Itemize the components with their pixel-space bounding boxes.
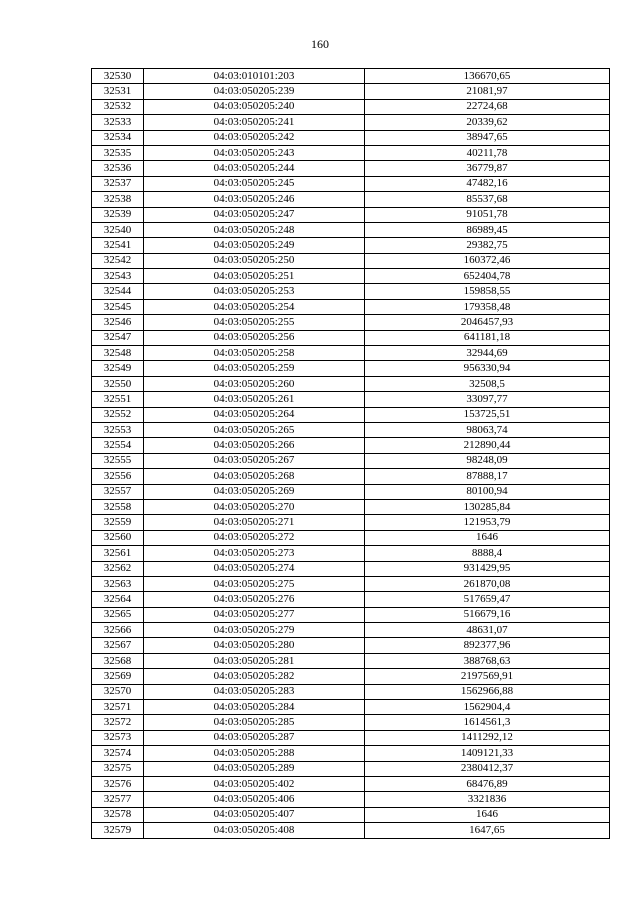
row-number-cell: 32558	[92, 499, 144, 514]
cadastral-number-cell: 04:03:050205:269	[144, 484, 365, 499]
row-number-cell: 32579	[92, 823, 144, 838]
cadastral-value-cell: 261870,08	[365, 576, 610, 591]
cadastral-value-cell: 159858,55	[365, 284, 610, 299]
cadastral-number-cell: 04:03:050205:265	[144, 422, 365, 437]
cadastral-number-cell: 04:03:050205:246	[144, 192, 365, 207]
table-row	[92, 407, 610, 422]
cadastral-value-cell: 931429,95	[365, 561, 610, 576]
cadastral-number-cell: 04:03:050205:274	[144, 561, 365, 576]
cadastral-value-cell: 3321836	[365, 792, 610, 807]
row-number-cell: 32555	[92, 453, 144, 468]
table-row	[92, 653, 610, 668]
table-row	[92, 99, 610, 114]
cadastral-value-cell: 22724,68	[365, 99, 610, 114]
cadastral-value-cell: 1646	[365, 530, 610, 545]
cadastral-value-table	[91, 68, 610, 839]
table-row	[92, 130, 610, 145]
cadastral-value-cell: 40211,78	[365, 145, 610, 160]
row-number-cell: 32573	[92, 730, 144, 745]
row-number-cell: 32556	[92, 469, 144, 484]
row-number-cell: 32561	[92, 546, 144, 561]
row-number-cell: 32549	[92, 361, 144, 376]
table-row	[92, 299, 610, 314]
row-number-cell: 32546	[92, 315, 144, 330]
row-number-cell: 32571	[92, 700, 144, 715]
row-number-cell: 32539	[92, 207, 144, 222]
cadastral-number-cell: 04:03:050205:288	[144, 746, 365, 761]
row-number-cell: 32541	[92, 238, 144, 253]
table-row	[92, 284, 610, 299]
row-number-cell: 32535	[92, 145, 144, 160]
table-row	[92, 684, 610, 699]
table-row	[92, 700, 610, 715]
cadastral-number-cell: 04:03:050205:267	[144, 453, 365, 468]
cadastral-number-cell: 04:03:050205:402	[144, 776, 365, 791]
row-number-cell: 32545	[92, 299, 144, 314]
cadastral-value-cell: 136670,65	[365, 69, 610, 84]
row-number-cell: 32542	[92, 253, 144, 268]
cadastral-value-cell: 48631,07	[365, 623, 610, 638]
table-row	[92, 469, 610, 484]
table-row	[92, 592, 610, 607]
row-number-cell: 32578	[92, 807, 144, 822]
row-number-cell: 32562	[92, 561, 144, 576]
cadastral-value-cell: 98248,09	[365, 453, 610, 468]
row-number-cell: 32563	[92, 576, 144, 591]
page-number: 160	[311, 37, 329, 51]
cadastral-value-cell: 1647,65	[365, 823, 610, 838]
cadastral-value-cell: 32508,5	[365, 376, 610, 391]
row-number-cell: 32540	[92, 222, 144, 237]
cadastral-value-cell: 1562904,4	[365, 700, 610, 715]
table-row	[92, 792, 610, 807]
table-row	[92, 69, 610, 84]
table-row	[92, 638, 610, 653]
cadastral-value-cell: 121953,79	[365, 515, 610, 530]
row-number-cell: 32551	[92, 392, 144, 407]
cadastral-number-cell: 04:03:050205:264	[144, 407, 365, 422]
table-row	[92, 807, 610, 822]
cadastral-value-cell: 160372,46	[365, 253, 610, 268]
cadastral-number-cell: 04:03:050205:251	[144, 269, 365, 284]
cadastral-number-cell: 04:03:050205:406	[144, 792, 365, 807]
row-number-cell: 32569	[92, 669, 144, 684]
cadastral-value-cell: 892377,96	[365, 638, 610, 653]
cadastral-value-cell: 956330,94	[365, 361, 610, 376]
table-row	[92, 222, 610, 237]
cadastral-value-cell: 1411292,12	[365, 730, 610, 745]
cadastral-number-cell: 04:03:050205:280	[144, 638, 365, 653]
cadastral-number-cell: 04:03:050205:256	[144, 330, 365, 345]
table-row	[92, 315, 610, 330]
table-row	[92, 422, 610, 437]
cadastral-number-cell: 04:03:050205:272	[144, 530, 365, 545]
cadastral-number-cell: 04:03:050205:240	[144, 99, 365, 114]
cadastral-value-cell: 21081,97	[365, 84, 610, 99]
cadastral-number-cell: 04:03:050205:258	[144, 346, 365, 361]
row-number-cell: 32532	[92, 99, 144, 114]
table-row	[92, 346, 610, 361]
cadastral-number-cell: 04:03:050205:283	[144, 684, 365, 699]
table-row	[92, 238, 610, 253]
cadastral-number-cell: 04:03:050205:248	[144, 222, 365, 237]
cadastral-value-cell: 80100,94	[365, 484, 610, 499]
row-number-cell: 32547	[92, 330, 144, 345]
cadastral-number-cell: 04:03:050205:266	[144, 438, 365, 453]
cadastral-value-cell: 388768,63	[365, 653, 610, 668]
cadastral-number-cell: 04:03:050205:279	[144, 623, 365, 638]
table-row	[92, 746, 610, 761]
row-number-cell: 32572	[92, 715, 144, 730]
cadastral-value-cell: 153725,51	[365, 407, 610, 422]
table-row	[92, 192, 610, 207]
table-row	[92, 84, 610, 99]
cadastral-number-cell: 04:03:050205:255	[144, 315, 365, 330]
row-number-cell: 32530	[92, 69, 144, 84]
row-number-cell: 32570	[92, 684, 144, 699]
table-row	[92, 392, 610, 407]
row-number-cell: 32566	[92, 623, 144, 638]
row-number-cell: 32552	[92, 407, 144, 422]
cadastral-number-cell: 04:03:050205:287	[144, 730, 365, 745]
row-number-cell: 32550	[92, 376, 144, 391]
cadastral-value-cell: 130285,84	[365, 499, 610, 514]
table-row	[92, 669, 610, 684]
row-number-cell: 32574	[92, 746, 144, 761]
table-row	[92, 253, 610, 268]
row-number-cell: 32565	[92, 607, 144, 622]
table-row	[92, 499, 610, 514]
cadastral-number-cell: 04:03:050205:241	[144, 115, 365, 130]
row-number-cell: 32536	[92, 161, 144, 176]
cadastral-number-cell: 04:03:050205:260	[144, 376, 365, 391]
table-row	[92, 715, 610, 730]
table-row	[92, 546, 610, 561]
cadastral-value-cell: 86989,45	[365, 222, 610, 237]
cadastral-number-cell: 04:03:010101:203	[144, 69, 365, 84]
cadastral-value-cell: 179358,48	[365, 299, 610, 314]
table-row	[92, 115, 610, 130]
table-row	[92, 576, 610, 591]
row-number-cell: 32548	[92, 346, 144, 361]
cadastral-value-cell: 2380412,37	[365, 761, 610, 776]
row-number-cell: 32531	[92, 84, 144, 99]
table-row	[92, 361, 610, 376]
row-number-cell: 32568	[92, 653, 144, 668]
row-number-cell: 32538	[92, 192, 144, 207]
cadastral-value-cell: 1646	[365, 807, 610, 822]
table-row	[92, 607, 610, 622]
cadastral-number-cell: 04:03:050205:275	[144, 576, 365, 591]
cadastral-value-cell: 38947,65	[365, 130, 610, 145]
cadastral-number-cell: 04:03:050205:247	[144, 207, 365, 222]
cadastral-value-cell: 8888,4	[365, 546, 610, 561]
cadastral-value-cell: 98063,74	[365, 422, 610, 437]
cadastral-number-cell: 04:03:050205:408	[144, 823, 365, 838]
table-row	[92, 207, 610, 222]
table-row	[92, 776, 610, 791]
cadastral-value-cell: 33097,77	[365, 392, 610, 407]
cadastral-value-cell: 652404,78	[365, 269, 610, 284]
table-row	[92, 623, 610, 638]
row-number-cell: 32537	[92, 176, 144, 191]
table-row	[92, 269, 610, 284]
cadastral-value-cell: 641181,18	[365, 330, 610, 345]
cadastral-number-cell: 04:03:050205:268	[144, 469, 365, 484]
cadastral-number-cell: 04:03:050205:253	[144, 284, 365, 299]
cadastral-value-cell: 2197569,91	[365, 669, 610, 684]
cadastral-value-cell: 1614561,3	[365, 715, 610, 730]
cadastral-value-cell: 87888,17	[365, 469, 610, 484]
cadastral-number-cell: 04:03:050205:239	[144, 84, 365, 99]
table-row	[92, 761, 610, 776]
cadastral-number-cell: 04:03:050205:270	[144, 499, 365, 514]
cadastral-number-cell: 04:03:050205:259	[144, 361, 365, 376]
row-number-cell: 32575	[92, 761, 144, 776]
table-row	[92, 561, 610, 576]
table-row	[92, 376, 610, 391]
row-number-cell: 32534	[92, 130, 144, 145]
table-row	[92, 730, 610, 745]
table-row	[92, 145, 610, 160]
cadastral-number-cell: 04:03:050205:245	[144, 176, 365, 191]
cadastral-value-cell: 516679,16	[365, 607, 610, 622]
table-row	[92, 530, 610, 545]
cadastral-number-cell: 04:03:050205:254	[144, 299, 365, 314]
table-row	[92, 176, 610, 191]
cadastral-value-cell: 91051,78	[365, 207, 610, 222]
row-number-cell: 32577	[92, 792, 144, 807]
cadastral-value-cell: 29382,75	[365, 238, 610, 253]
row-number-cell: 32544	[92, 284, 144, 299]
cadastral-value-cell: 32944,69	[365, 346, 610, 361]
cadastral-number-cell: 04:03:050205:289	[144, 761, 365, 776]
cadastral-number-cell: 04:03:050205:243	[144, 145, 365, 160]
row-number-cell: 32576	[92, 776, 144, 791]
row-number-cell: 32567	[92, 638, 144, 653]
cadastral-value-cell: 47482,16	[365, 176, 610, 191]
cadastral-value-cell: 212890,44	[365, 438, 610, 453]
cadastral-value-cell: 20339,62	[365, 115, 610, 130]
cadastral-number-cell: 04:03:050205:244	[144, 161, 365, 176]
table-row	[92, 161, 610, 176]
table-body	[92, 69, 610, 839]
row-number-cell: 32564	[92, 592, 144, 607]
table-row	[92, 515, 610, 530]
cadastral-value-cell: 1562966,88	[365, 684, 610, 699]
cadastral-number-cell: 04:03:050205:407	[144, 807, 365, 822]
cadastral-value-cell: 2046457,93	[365, 315, 610, 330]
cadastral-value-cell: 1409121,33	[365, 746, 610, 761]
row-number-cell: 32553	[92, 422, 144, 437]
cadastral-number-cell: 04:03:050205:282	[144, 669, 365, 684]
cadastral-number-cell: 04:03:050205:242	[144, 130, 365, 145]
table-row	[92, 484, 610, 499]
cadastral-number-cell: 04:03:050205:285	[144, 715, 365, 730]
cadastral-number-cell: 04:03:050205:273	[144, 546, 365, 561]
cadastral-value-cell: 68476,89	[365, 776, 610, 791]
row-number-cell: 32543	[92, 269, 144, 284]
table-row	[92, 453, 610, 468]
table-row	[92, 823, 610, 838]
table-row	[92, 438, 610, 453]
cadastral-value-cell: 85537,68	[365, 192, 610, 207]
row-number-cell: 32533	[92, 115, 144, 130]
cadastral-number-cell: 04:03:050205:281	[144, 653, 365, 668]
cadastral-number-cell: 04:03:050205:250	[144, 253, 365, 268]
cadastral-number-cell: 04:03:050205:277	[144, 607, 365, 622]
row-number-cell: 32554	[92, 438, 144, 453]
cadastral-number-cell: 04:03:050205:276	[144, 592, 365, 607]
row-number-cell: 32560	[92, 530, 144, 545]
cadastral-value-cell: 36779,87	[365, 161, 610, 176]
cadastral-number-cell: 04:03:050205:284	[144, 700, 365, 715]
row-number-cell: 32557	[92, 484, 144, 499]
cadastral-number-cell: 04:03:050205:249	[144, 238, 365, 253]
cadastral-number-cell: 04:03:050205:261	[144, 392, 365, 407]
row-number-cell: 32559	[92, 515, 144, 530]
table-row	[92, 330, 610, 345]
cadastral-value-cell: 517659,47	[365, 592, 610, 607]
cadastral-number-cell: 04:03:050205:271	[144, 515, 365, 530]
